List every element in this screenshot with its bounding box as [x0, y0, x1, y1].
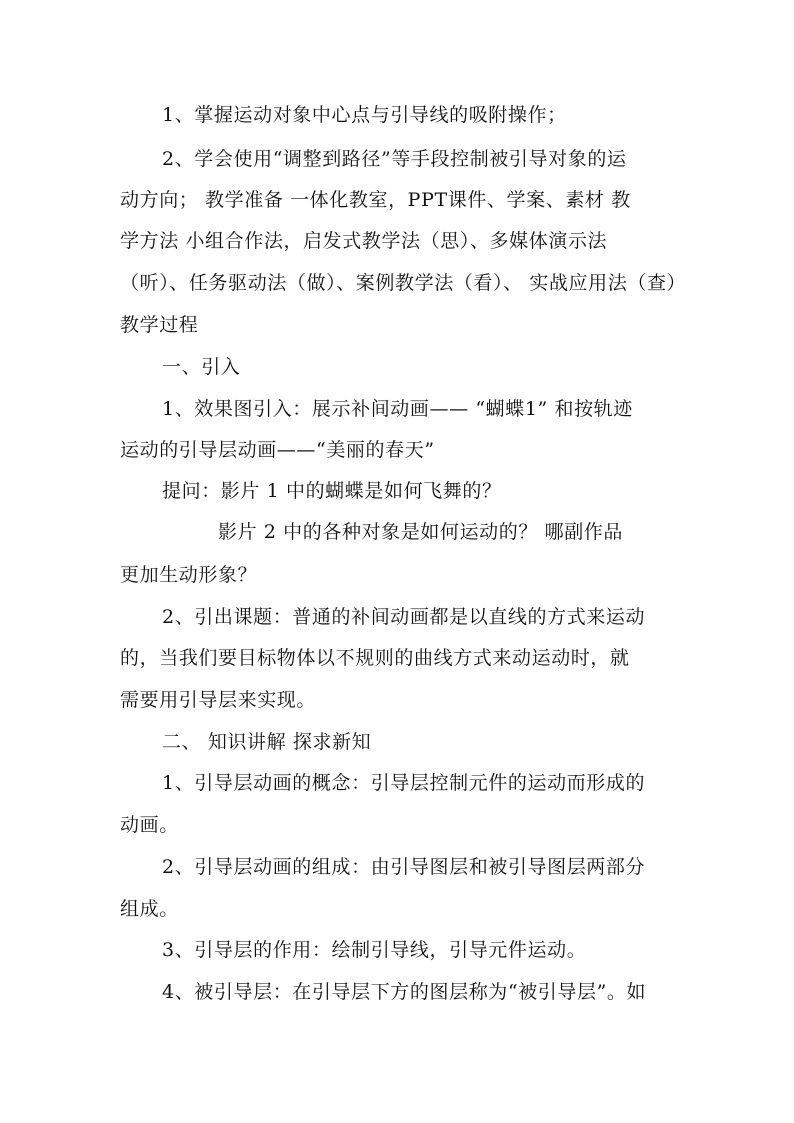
text-line-composition-cont: 组成。	[120, 898, 179, 920]
text-line-methods: 学方法 小组合作法，启发式教学法（思）、多媒体演示法	[120, 230, 608, 252]
text-line-question-2-cont: 更加生动形象？	[120, 564, 258, 586]
text-line-topic: 2、引出课题：普通的补间动画都是以直线的方式来运动	[162, 606, 646, 628]
text-line-concept-cont: 动画。	[120, 814, 179, 836]
section-heading-intro: 一、引入	[162, 356, 241, 378]
text-line-topic-end: 需要用引导层来实现。	[120, 689, 317, 711]
text-line-intro-1-cont: 运动的引导层动画——“美丽的春天”	[120, 439, 435, 461]
text-line-methods-cont: （听）、任务驱动法（做）、案例教学法（看）、 实战应用法（查）	[120, 272, 687, 294]
text-line-concept: 1、引导层动画的概念：引导层控制元件的运动而形成的	[162, 772, 646, 794]
text-line-composition: 2、引导层动画的组成：由引导图层和被引导图层两部分	[162, 856, 646, 878]
section-heading-process: 教学过程	[120, 314, 199, 336]
text-line-question-1: 提问：影片 1 中的蝴蝶是如何飞舞的？	[162, 480, 502, 502]
text-line-question-2: 影片 2 中的各种对象是如何运动的？ 哪副作品	[218, 521, 624, 543]
section-heading-knowledge: 二、 知识讲解 探求新知	[162, 731, 372, 753]
text-line-objective-2: 2、学会使用“调整到路径”等手段控制被引导对象的运	[162, 148, 627, 170]
text-line-function: 3、引导层的作用：绘制引导线，引导元件运动。	[162, 939, 587, 961]
text-line-guided-layer: 4、被引导层：在引导层下方的图层称为“被引导层”。如	[162, 981, 647, 1003]
text-line-prep: 动方向； 教学准备 一体化教室，PPT课件、学案、素材 教	[120, 189, 631, 211]
text-line-topic-cont: 的，当我们要目标物体以不规则的曲线方式来动运动时，就	[120, 647, 630, 669]
text-line-objective-1: 1、掌握运动对象中心点与引导线的吸附操作；	[162, 104, 567, 126]
text-line-intro-1: 1、效果图引入：展示补间动画—— “蝴蝶1” 和按轨迹	[162, 398, 633, 420]
